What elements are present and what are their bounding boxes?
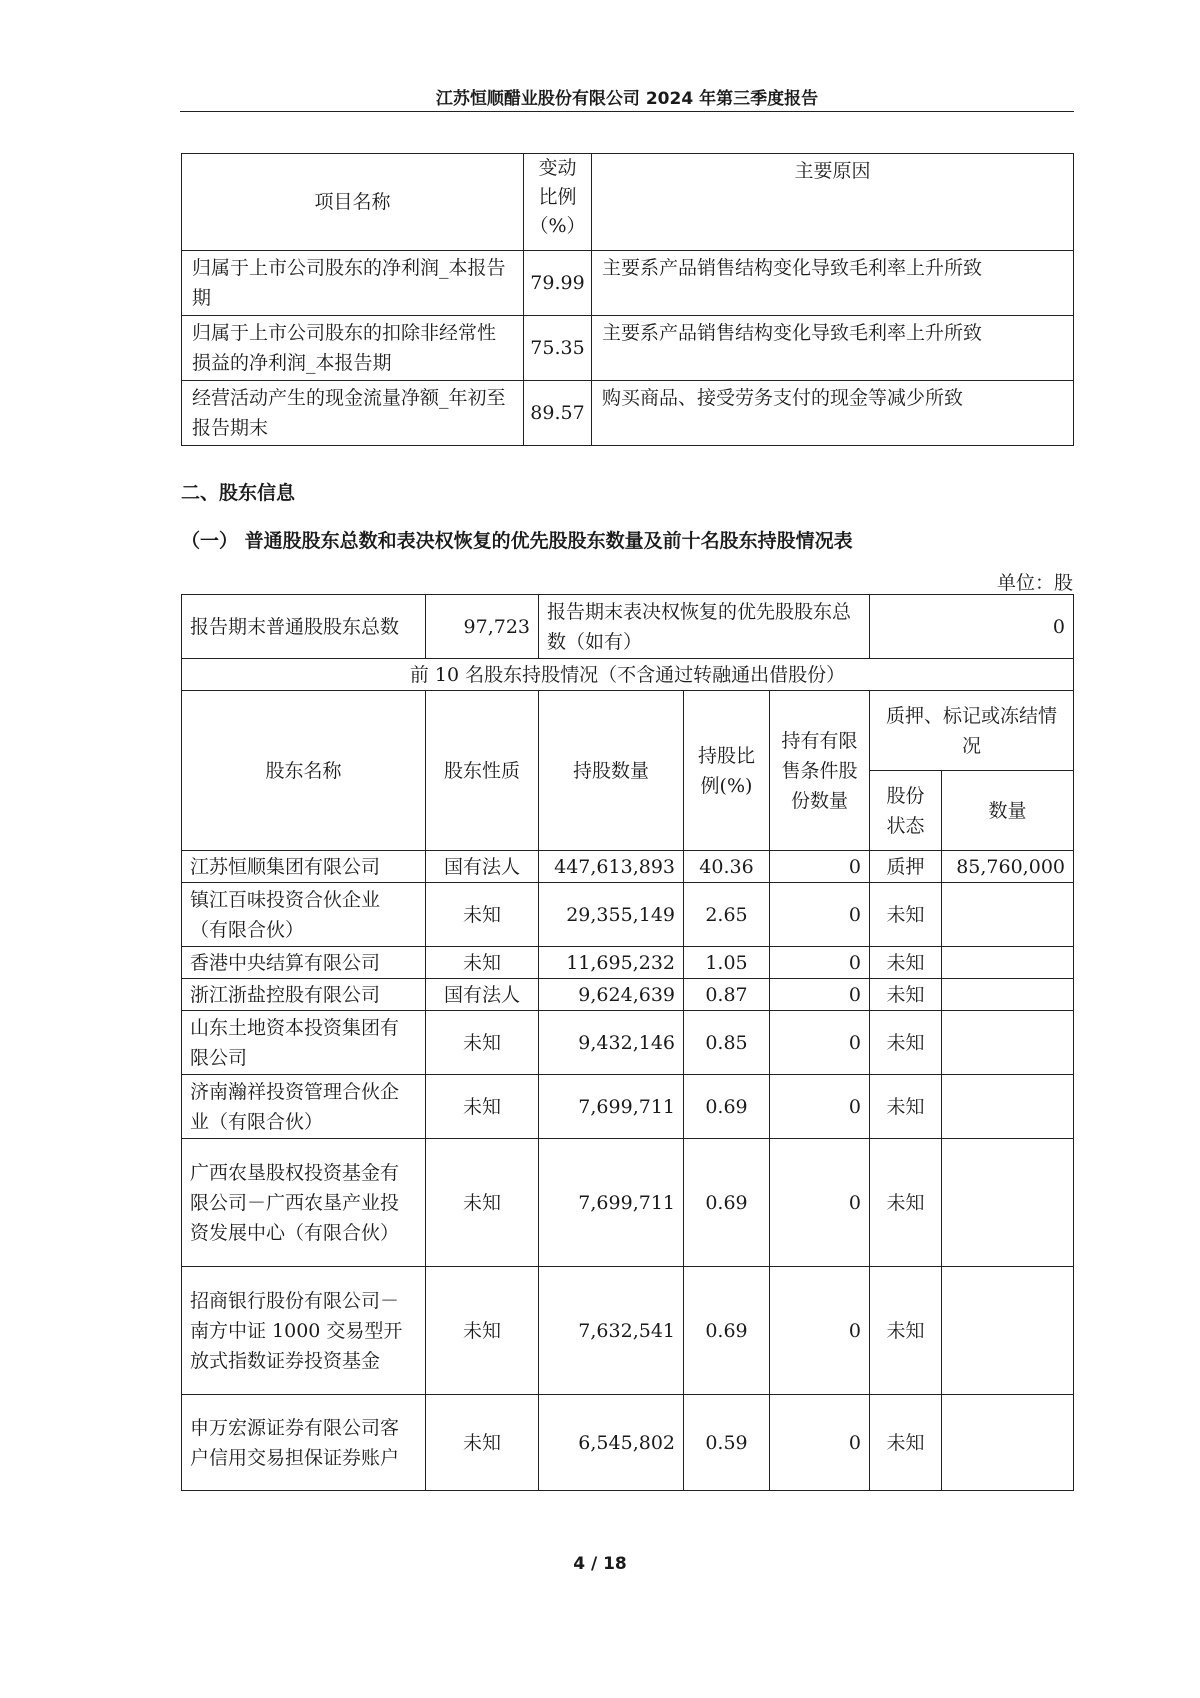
table-header-row [182,691,1074,771]
shareholder-nature: 未知 [426,1075,539,1139]
restricted-shares: 0 [770,979,870,1011]
pledge-status: 未知 [870,1395,942,1491]
pledge-status: 未知 [870,1139,942,1267]
restricted-shares: 0 [770,1139,870,1267]
pledge-status: 未知 [870,1267,942,1395]
shareholder-table [181,594,1074,1491]
shares-held: 7,632,541 [539,1267,684,1395]
header-ratio-line: 比例 [538,186,577,208]
pledge-status: 未知 [870,883,942,947]
pledge-status: 未知 [870,947,942,979]
pledge-amount [942,1139,1074,1267]
pledge-amount [942,1075,1074,1139]
section-subtitle: （一） 普通股股东总数和表决权恢复的优先股股东数量及前十名股东持股情况表 [181,530,853,552]
main-reason: 主要系产品销售结构变化导致毛利率上升所致 [592,316,1074,381]
header-ratio-line: （%） [529,215,586,237]
shares-held: 11,695,232 [539,947,684,979]
shares-held: 7,699,711 [539,1075,684,1139]
table-row [182,1139,1074,1267]
change-ratio: 89.57 [524,381,592,446]
header-ratio-line: 变动 [538,157,577,179]
shareholder-name: 广西农垦股权投资基金有限公司－广西农垦产业投资发展中心（有限合伙） [182,1139,426,1267]
pledge-status: 未知 [870,979,942,1011]
page-number: 4 / 18 [573,1554,627,1574]
table-row [182,251,1074,316]
holding-ratio: 2.65 [684,883,770,947]
table-row [182,316,1074,381]
header-restricted-shares: 持有有限售条件股份数量 [770,691,870,851]
main-reason: 购买商品、接受劳务支付的现金等减少所致 [592,381,1074,446]
pledge-status: 质押 [870,851,942,883]
header-shareholder-nature: 股东性质 [426,691,539,851]
table-row [182,883,1074,947]
header-holding-ratio: 持股比例(%) [684,691,770,851]
header-pledge-status: 股份状态 [870,771,942,851]
shareholder-nature: 未知 [426,1395,539,1491]
shares-held: 9,624,639 [539,979,684,1011]
shareholder-nature: 未知 [426,1011,539,1075]
header-item-name: 项目名称 [182,154,524,251]
shareholder-nature: 未知 [426,883,539,947]
header-shares-held: 持股数量 [539,691,684,851]
shares-held: 447,613,893 [539,851,684,883]
change-reason-table [181,153,1074,446]
table-row [182,1395,1074,1491]
holding-ratio: 0.69 [684,1075,770,1139]
top10-caption: 前 10 名股东持股情况（不含通过转融通出借股份） [182,659,1074,691]
unit-label: 单位：股 [996,572,1073,594]
header-pledge-amount: 数量 [942,771,1074,851]
holding-ratio: 1.05 [684,947,770,979]
shares-held: 9,432,146 [539,1011,684,1075]
pledge-amount [942,1395,1074,1491]
pledge-amount [942,947,1074,979]
header-main-reason: 主要原因 [592,154,1074,251]
item-name: 归属于上市公司股东的扣除非经常性损益的净利润_本报告期 [182,316,524,381]
pledge-status: 未知 [870,1011,942,1075]
holding-ratio: 40.36 [684,851,770,883]
item-name: 归属于上市公司股东的净利润_本报告期 [182,251,524,316]
shareholder-name: 镇江百味投资合伙企业（有限合伙） [182,883,426,947]
pledge-amount [942,883,1074,947]
shareholder-name: 江苏恒顺集团有限公司 [182,851,426,883]
shareholder-nature: 国有法人 [426,979,539,1011]
caption-row [182,659,1074,691]
shareholder-name: 招商银行股份有限公司－南方中证 1000 交易型开放式指数证券投资基金 [182,1267,426,1395]
header-divider [180,111,1074,112]
shareholder-name: 济南瀚祥投资管理合伙企业（有限合伙） [182,1075,426,1139]
table-row [182,381,1074,446]
restricted-shares: 0 [770,883,870,947]
table-row [182,947,1074,979]
shareholder-name: 申万宏源证券有限公司客户信用交易担保证券账户 [182,1395,426,1491]
restricted-shares: 0 [770,1395,870,1491]
header-shareholder-name: 股东名称 [182,691,426,851]
pledge-amount [942,1011,1074,1075]
change-ratio: 79.99 [524,251,592,316]
shares-held: 29,355,149 [539,883,684,947]
header-change-ratio [524,154,592,251]
restricted-shares: 0 [770,1075,870,1139]
shareholder-nature: 国有法人 [426,851,539,883]
shareholder-name: 浙江浙盐控股有限公司 [182,979,426,1011]
common-holders-label: 报告期末普通股股东总数 [182,595,426,659]
restricted-shares: 0 [770,851,870,883]
holding-ratio: 0.69 [684,1139,770,1267]
shares-held: 7,699,711 [539,1139,684,1267]
section-title: 二、股东信息 [181,482,296,504]
restricted-shares: 0 [770,1011,870,1075]
pledge-status: 未知 [870,1075,942,1139]
table-row [182,851,1074,883]
holding-ratio: 0.59 [684,1395,770,1491]
table-header-row [182,154,1074,251]
preferred-holders-value: 0 [870,595,1074,659]
item-name: 经营活动产生的现金流量净额_年初至报告期末 [182,381,524,446]
table-row [182,1011,1074,1075]
table-row [182,1075,1074,1139]
shareholder-nature: 未知 [426,1267,539,1395]
change-ratio: 75.35 [524,316,592,381]
summary-row [182,595,1074,659]
table-row [182,1267,1074,1395]
pledge-amount [942,1267,1074,1395]
holding-ratio: 0.87 [684,979,770,1011]
holding-ratio: 0.85 [684,1011,770,1075]
shareholder-nature: 未知 [426,947,539,979]
restricted-shares: 0 [770,1267,870,1395]
holding-ratio: 0.69 [684,1267,770,1395]
common-holders-value: 97,723 [426,595,539,659]
pledge-amount: 85,760,000 [942,851,1074,883]
preferred-holders-label: 报告期末表决权恢复的优先股股东总数（如有） [539,595,870,659]
table-row [182,979,1074,1011]
restricted-shares: 0 [770,947,870,979]
shareholder-name: 山东土地资本投资集团有限公司 [182,1011,426,1075]
shareholder-name: 香港中央结算有限公司 [182,947,426,979]
main-reason: 主要系产品销售结构变化导致毛利率上升所致 [592,251,1074,316]
header-pledge-group: 质押、标记或冻结情况 [870,691,1074,771]
shareholder-nature: 未知 [426,1139,539,1267]
shares-held: 6,545,802 [539,1395,684,1491]
document-header: 江苏恒顺醋业股份有限公司 2024 年第三季度报告 [435,89,819,109]
pledge-amount [942,979,1074,1011]
